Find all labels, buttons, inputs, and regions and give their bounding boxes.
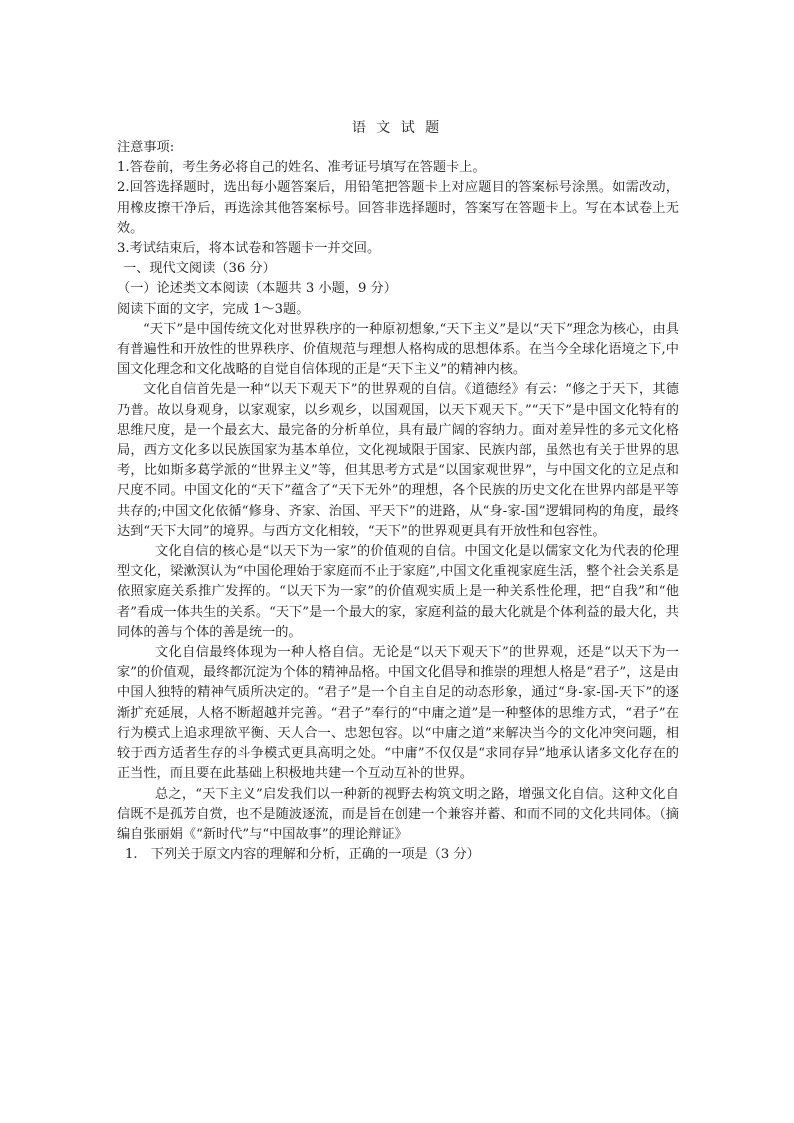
passage-paragraph-1: “天下”是中国传统文化对世界秩序的一种原初想象,“天下主义”是以“天下”理念为核心，由具有普遍性和开放性的世界秩序、价值规范与理想人格构成的思想体系。在当今全球化语境之下,中国文化理念和文化战略的自觉自信体现的正是“天下主义”的精神内核。 — [117, 321, 679, 378]
reading-instruction: 阅读下面的文字，完成 1～3题。 — [117, 301, 310, 317]
subsection-heading: （一）论述类文本阅读（本题共 3 小题，9 分） — [117, 281, 397, 297]
question-1: 1. 下列关于原文内容的理解和分析，正确的一项是（3 分） — [125, 847, 480, 863]
notice-item-3: 3.考试结束后，将本试卷和答题卡一并交回。 — [117, 241, 381, 257]
notice-item-1: 1.答卷前，考生务必将自己的姓名、准考证号填写在答题卡上。 — [117, 160, 486, 176]
exam-content — [117, 138, 679, 865]
passage-paragraph-4: 文化自信最终体现为一种人格自信。无论是“以天下观天下”的世界观，还是“以天下为一家”的价值观，最终都沉淀为个体的精神品格。中国文化倡导和推崇的理想人格是“君子”，这是由中国人独特的精神气质所决定的。“君子”是一个自主自足的动态形象，通过“身-家-国-天下”的逐渐扩充延展，人格不断超越并完善。“君子”奉行的“中庸之道”是一种整体的思维方式，“君子”在行为模式上追求理欲平衡、天人合一、忠恕包容。以“中庸之道”来解决当今的文化冲突问题，相较于西方适者生存的斗争模式更具高明之处。“中庸”不仅仅是“求同存异”地承认诸多文化存在的正当性，而且要在此基础上积极地共建一个互动互补的世界。 — [117, 645, 679, 782]
notice-heading: 注意事项: — [117, 140, 175, 155]
passage-paragraph-2: 文化自信首先是一种“以天下观天下”的世界观的自信。《道德经》有云：“修之于天下，其德乃普。故以身观身，以家观家，以乡观乡，以国观国，以天下观天下。”“天下”是中国文化特有的思维尺度，是一个最玄大、最完备的分析单位，具有最广阔的容纳力。面对差异性的多元文化格局，西方文化多以民族国家为基本单位，文化视域限于国家、民族内部，虽然也有关于世界的思考，比如斯多葛学派的“世界主义”等，但其思考方式是“以国家观世界”，与中国文化的立足点和尺度不同。中国文化的“天下”蕴含了“天下无外”的理想，各个民族的历史文化在世界内部是平等共存的;中国文化依循“修身、齐家、治国、平天下”的进路，从“身-家-国”逻辑同构的角度，最终达到“天下大同”的境界。与西方文化相较，“天下”的世界观更具有开放性和包容性。 — [117, 382, 679, 539]
notice-item-2: 2.回答选择题时，选出每小题答案后，用铅笔把答题卡上对应题目的答案标号涂黑。如需改动，用橡皮擦干净后，再选涂其他答案标号。回答非选择题时，答案写在答题卡上。写在本试卷上无效。 — [117, 180, 679, 236]
section-heading: 一、现代文阅读（36 分） — [123, 261, 276, 277]
passage-paragraph-5: 总之，“天下主义”启发我们以一种新的视野去构筑文明之路，增强文化自信。这种文化自信既不是孤芳自赏，也不是随波逐流，而是旨在创建一个兼容并蓄、和而不同的文化共同体。（摘编自张丽娟《“新时代”与“中国故事”的理论辩证》 — [117, 786, 679, 842]
exam-title: 语 文 试 题 — [351, 120, 443, 136]
passage-paragraph-3: 文化自信的核心是“以天下为一家”的价值观的自信。中国文化是以儒家文化为代表的伦理型文化，梁漱溟认为“中国伦理始于家庭而不止于家庭”,中国文化重视家庭生活，整个社会关系是依照家庭关系推广发挥的。“以天下为一家”的价值观实质上是一种关系性伦理，把“自我”和“他者”看成一体共生的关系。“天下”是一个最大的家，家庭利益的最大化就是个体利益的最大化，共同体的善与个体的善是统一的。 — [117, 544, 679, 640]
